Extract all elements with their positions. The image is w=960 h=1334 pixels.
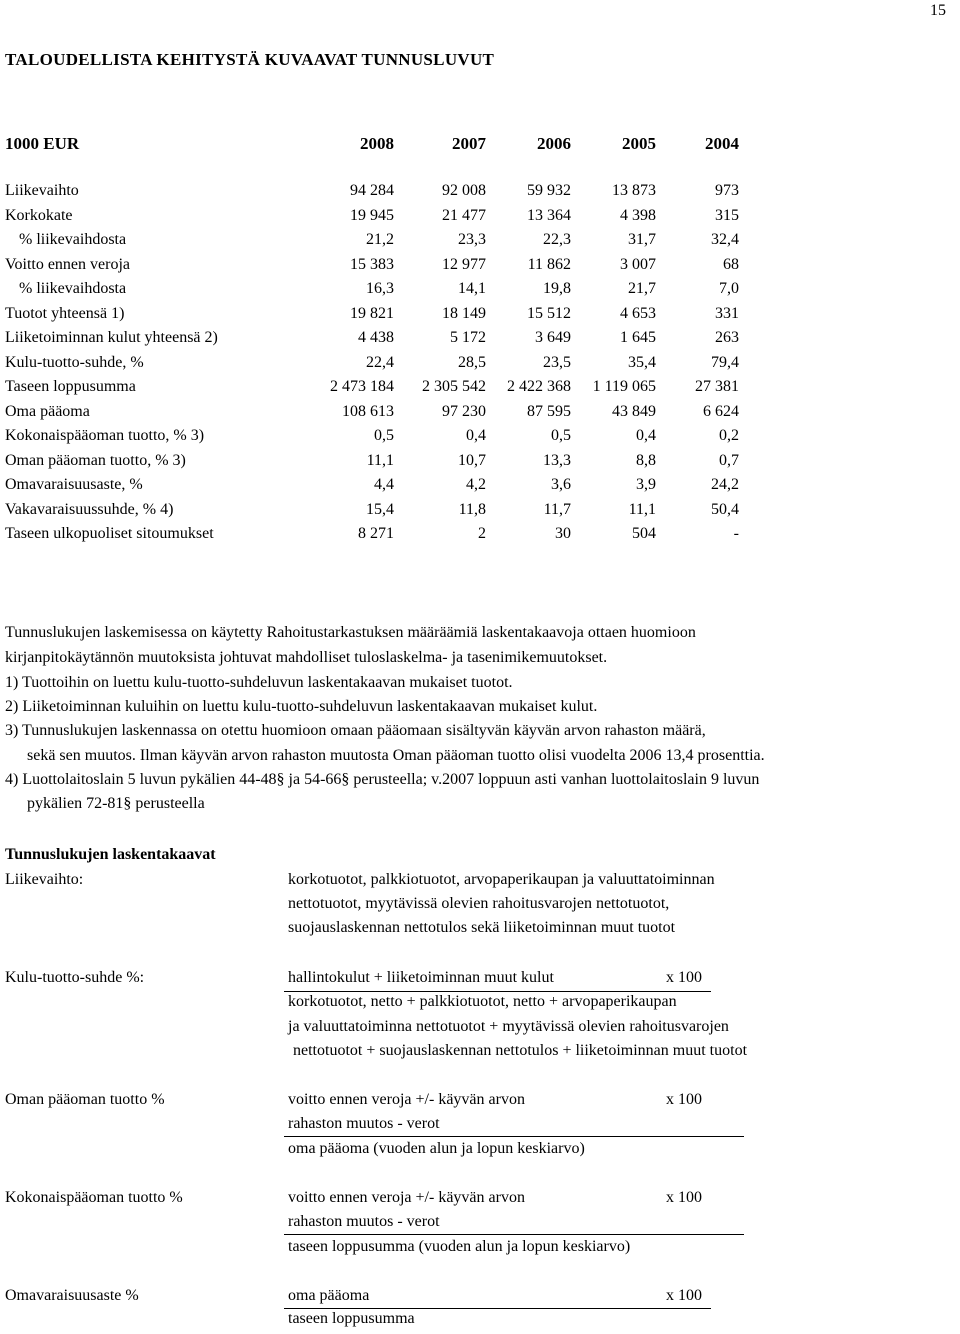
table-cell: 315 xyxy=(715,207,739,224)
table-cell: 18 149 xyxy=(442,305,486,322)
table-row-label: Voitto ennen veroja xyxy=(5,256,131,273)
formula-denominator: taseen loppusumma xyxy=(288,1310,415,1327)
table-cell: 15,4 xyxy=(366,501,394,518)
table-cell: 2 xyxy=(478,525,486,542)
table-cell: 13,3 xyxy=(543,452,571,469)
table-cell: 2 473 184 xyxy=(330,378,394,395)
table-cell: 8 271 xyxy=(358,525,394,542)
table-row-label: Vakavaraisuussuhde, % 4) xyxy=(5,501,174,518)
table-cell: 19,8 xyxy=(543,280,571,297)
note-line: Tunnuslukujen laskemisessa on käytetty Rahoitustarkastuksen määräämiä laskentakaavoja ottaen huomioon xyxy=(5,624,696,641)
formula-line: suojauslaskennan nettotulos sekä liiketoiminnan muut tuotot xyxy=(288,919,676,936)
table-cell: 4 653 xyxy=(620,305,656,322)
table-cell: 5 172 xyxy=(450,329,486,346)
note-line: pykälien 72-81§ perusteella xyxy=(27,795,205,812)
table-row-label: Oman pääoman tuotto, % 3) xyxy=(5,452,186,469)
table-cell: 43 849 xyxy=(612,403,656,420)
formula-multiplier: x 100 xyxy=(666,1287,702,1304)
formula-label-liikevaihto: Liikevaihto: xyxy=(5,871,84,888)
table-cell: 3 649 xyxy=(535,329,571,346)
formula-label-omavaraisuusaste: Omavaraisuusaste % xyxy=(5,1287,139,1304)
table-cell: 4 438 xyxy=(358,329,394,346)
table-cell: - xyxy=(733,525,739,542)
table-cell: 22,3 xyxy=(543,231,571,248)
table-cell: 6 624 xyxy=(703,403,739,420)
table-cell: 68 xyxy=(723,256,739,273)
page-title: TALOUDELLISTA KEHITYSTÄ KUVAAVAT TUNNUSLUVUT xyxy=(5,50,495,69)
formula-denominator: korkotuotot, netto + palkkiotuotot, netto + arvopaperikaupan xyxy=(288,993,677,1010)
table-row-label: Oma pääoma xyxy=(5,403,90,420)
formula-multiplier: x 100 xyxy=(666,969,702,986)
formula-denominator: oma pääoma (vuoden alun ja lopun keskiarvo) xyxy=(288,1140,585,1157)
table-cell: 32,4 xyxy=(711,231,739,248)
table-cell: 35,4 xyxy=(628,354,656,371)
fraction-line xyxy=(284,991,711,992)
table-row-label: Korkokate xyxy=(5,207,73,224)
formulas-title: Tunnuslukujen laskentakaavat xyxy=(5,846,216,863)
table-cell: 13 873 xyxy=(612,182,656,199)
table-cell: 10,7 xyxy=(458,452,486,469)
table-cell: 24,2 xyxy=(711,476,739,493)
table-cell: 21 477 xyxy=(442,207,486,224)
table-cell: 2 305 542 xyxy=(422,378,486,395)
table-row-label: % liikevaihdosta xyxy=(19,280,127,297)
table-cell: 19 945 xyxy=(350,207,394,224)
table-cell: 0,4 xyxy=(466,427,486,444)
table-cell: 94 284 xyxy=(350,182,394,199)
formula-numerator: voitto ennen veroja +/- käyvän arvon xyxy=(288,1091,525,1108)
formula-denominator: taseen loppusumma (vuoden alun ja lopun keskiarvo) xyxy=(288,1238,631,1255)
table-header-2005: 2005 xyxy=(622,134,656,153)
formula-multiplier: x 100 xyxy=(666,1189,702,1206)
table-cell: 0,2 xyxy=(719,427,739,444)
table-cell: 0,5 xyxy=(374,427,394,444)
note-line: kirjanpitokäytännön muutoksista johtuvat mahdolliset tuloslaskelma- ja tasenimikemuutokset. xyxy=(5,649,608,666)
table-cell: 15 383 xyxy=(350,256,394,273)
note-line: 4) Luottolaitoslain 5 luvun pykälien 44-48§ ja 54-66§ perusteella; v.2007 loppuun asti vanhan luottolaitoslain 9 luvun xyxy=(5,771,760,788)
formula-line: korkotuotot, palkkiotuotot, arvopaperikaupan ja valuuttatoiminnan xyxy=(288,871,715,888)
formula-label-kokonaispaaoman-tuotto: Kokonaispääoman tuotto % xyxy=(5,1189,183,1206)
table-row-label: Liikevaihto xyxy=(5,182,79,199)
table-cell: 92 008 xyxy=(442,182,486,199)
formula-label-kulu-tuotto: Kulu-tuotto-suhde %: xyxy=(5,969,145,986)
table-cell: 0,7 xyxy=(719,452,739,469)
table-cell: 23,3 xyxy=(458,231,486,248)
table-cell: 1 119 065 xyxy=(592,378,656,395)
table-row-label: Taseen ulkopuoliset sitoumukset xyxy=(5,525,214,542)
note-line: 2) Liiketoiminnan kuluihin on luettu kulu-tuotto-suhdeluvun laskentakaavan mukaiset kulut. xyxy=(5,698,598,715)
table-row-label: Liiketoiminnan kulut yhteensä 2) xyxy=(5,329,218,346)
table-cell: 8,8 xyxy=(636,452,656,469)
table-cell: 15 512 xyxy=(527,305,571,322)
table-cell: 11,7 xyxy=(543,501,571,518)
table-cell: 4,2 xyxy=(466,476,486,493)
table-cell: 50,4 xyxy=(711,501,739,518)
table-cell: 2 422 368 xyxy=(507,378,571,395)
table-cell: 3,6 xyxy=(551,476,571,493)
table-header-2008: 2008 xyxy=(360,134,394,153)
table-row-label: Omavaraisuusaste, % xyxy=(5,476,143,493)
table-header-unit: 1000 EUR xyxy=(5,134,80,153)
table-row-label: Kulu-tuotto-suhde, % xyxy=(5,354,144,371)
note-line: 3) Tunnuslukujen laskennassa on otettu huomioon omaan pääomaan sisältyvän käyvän arvon rahaston määrä, xyxy=(5,722,706,739)
formula-numerator: rahaston muutos - verot xyxy=(288,1115,440,1132)
table-header-2006: 2006 xyxy=(537,134,571,153)
table-cell: 3,9 xyxy=(636,476,656,493)
formula-numerator: voitto ennen veroja +/- käyvän arvon xyxy=(288,1189,525,1206)
table-cell: 28,5 xyxy=(458,354,486,371)
table-header-2007: 2007 xyxy=(452,134,486,153)
table-cell: 31,7 xyxy=(628,231,656,248)
table-header-2004: 2004 xyxy=(705,134,739,153)
formula-line: nettotuotot, myytävissä olevien rahoitusvarojen nettotuotot, xyxy=(288,895,670,912)
table-cell: 21,2 xyxy=(366,231,394,248)
note-line: 1) Tuottoihin on luettu kulu-tuotto-suhdeluvun laskentakaavan mukaiset tuotot. xyxy=(5,674,513,691)
formula-denominator: ja valuuttatoiminna nettotuotot + myytävissä olevien rahoitusvarojen xyxy=(288,1018,729,1035)
table-row-label: % liikevaihdosta xyxy=(19,231,127,248)
table-cell: 21,7 xyxy=(628,280,656,297)
table-cell: 11,1 xyxy=(366,452,394,469)
table-cell: 973 xyxy=(715,182,739,199)
note-line: sekä sen muutos. Ilman käyvän arvon rahaston muutosta Oman pääoman tuotto olisi vuodelta 2006 13,4 prosenttia. xyxy=(27,747,765,764)
table-cell: 19 821 xyxy=(350,305,394,322)
table-cell: 27 381 xyxy=(695,378,739,395)
table-cell: 331 xyxy=(715,305,739,322)
table-cell: 14,1 xyxy=(458,280,486,297)
formula-numerator: oma pääoma xyxy=(288,1287,370,1304)
table-cell: 79,4 xyxy=(711,354,739,371)
fraction-line xyxy=(284,1234,744,1235)
table-cell: 263 xyxy=(715,329,739,346)
table-cell: 13 364 xyxy=(527,207,571,224)
table-cell: 4,4 xyxy=(374,476,394,493)
table-cell: 504 xyxy=(632,525,656,542)
formula-multiplier: x 100 xyxy=(666,1091,702,1108)
table-row-label: Kokonaispääoman tuotto, % 3) xyxy=(5,427,205,444)
table-cell: 59 932 xyxy=(527,182,571,199)
table-cell: 108 613 xyxy=(342,403,394,420)
table-cell: 1 645 xyxy=(620,329,656,346)
table-cell: 30 xyxy=(555,525,571,542)
table-cell: 3 007 xyxy=(620,256,656,273)
fraction-line xyxy=(284,1308,711,1309)
table-cell: 4 398 xyxy=(620,207,656,224)
table-cell: 23,5 xyxy=(543,354,571,371)
table-cell: 16,3 xyxy=(366,280,394,297)
fraction-line xyxy=(284,1136,744,1137)
formula-numerator: rahaston muutos - verot xyxy=(288,1213,440,1230)
formula-label-oman-paaoman-tuotto: Oman pääoman tuotto % xyxy=(5,1091,165,1108)
table-cell: 0,4 xyxy=(636,427,656,444)
formula-denominator: nettotuotot + suojauslaskennan nettotulos + liiketoiminnan muut tuotot xyxy=(293,1042,748,1059)
table-cell: 87 595 xyxy=(527,403,571,420)
formula-numerator: hallintokulut + liiketoiminnan muut kulut xyxy=(288,969,554,986)
table-cell: 7,0 xyxy=(719,280,739,297)
table-cell: 97 230 xyxy=(442,403,486,420)
table-cell: 11 862 xyxy=(527,256,571,273)
table-row-label: Taseen loppusumma xyxy=(5,378,136,395)
page-number: 15 xyxy=(930,2,946,19)
table-row-label: Tuotot yhteensä 1) xyxy=(5,305,125,322)
table-cell: 11,1 xyxy=(628,501,656,518)
table-cell: 11,8 xyxy=(458,501,486,518)
table-cell: 12 977 xyxy=(442,256,486,273)
table-cell: 22,4 xyxy=(366,354,394,371)
table-cell: 0,5 xyxy=(551,427,571,444)
